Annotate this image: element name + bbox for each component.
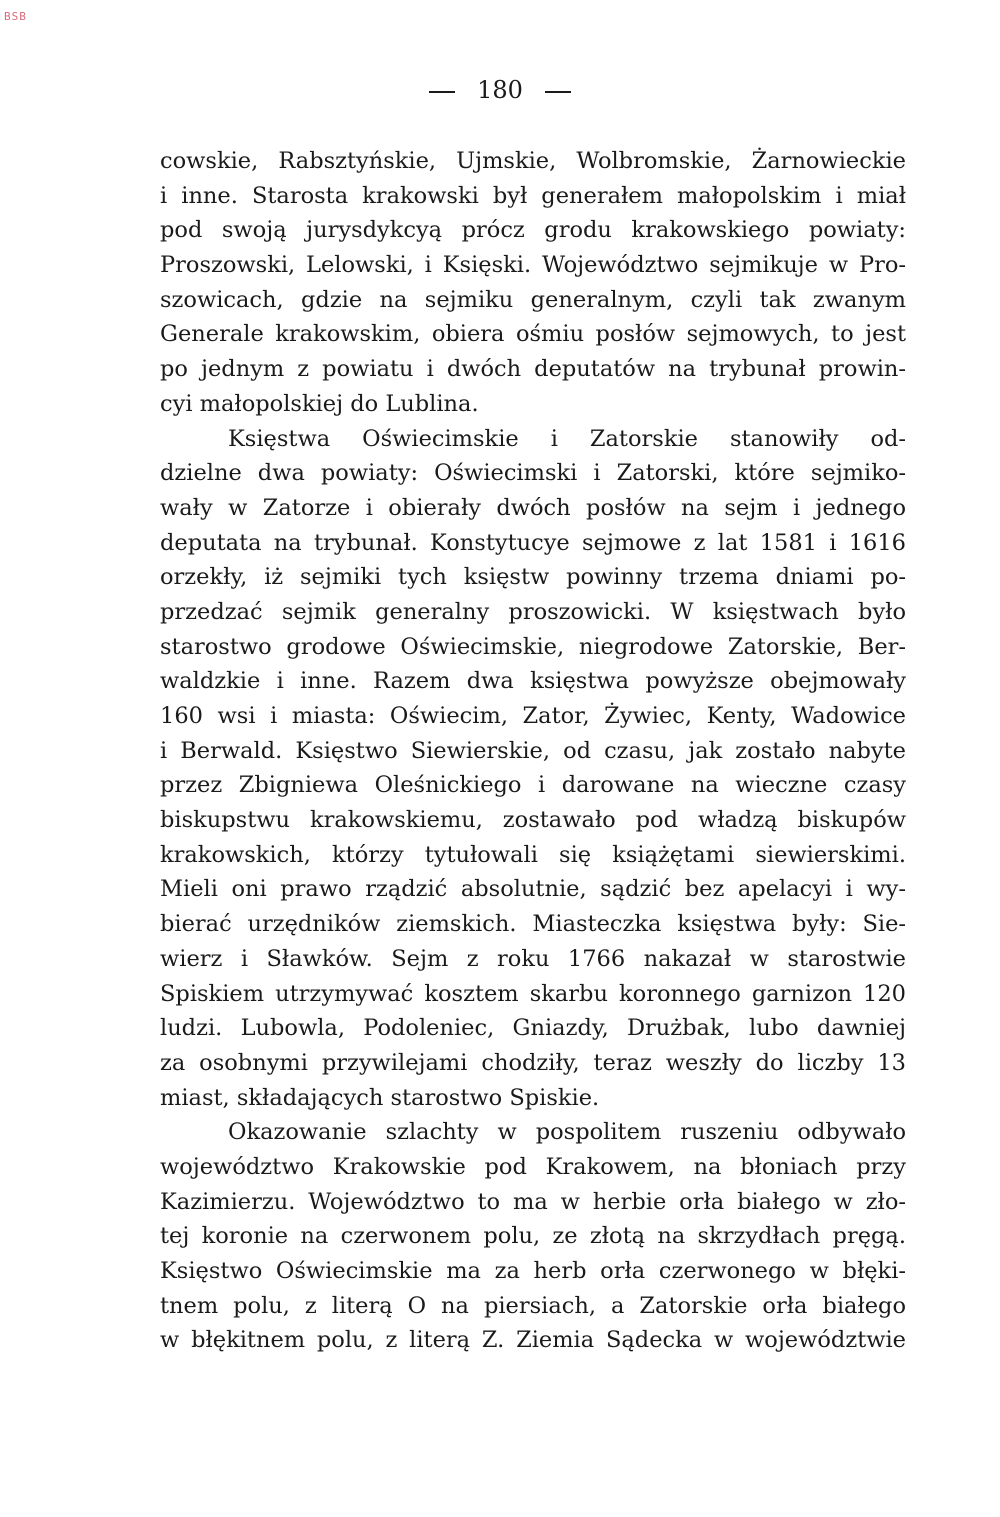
text-line: tej koronie na czerwonem polu, ze złotą na skrzydłach pręgą. bbox=[160, 1223, 906, 1250]
text-line: wały w Zatorze i obierały dwóch posłów na sejm i jednego bbox=[160, 494, 906, 521]
body-text bbox=[160, 144, 906, 1358]
text-line: ludzi. Lubowla, Podoleniec, Gniazdy, Drużbak, lubo dawniej bbox=[160, 1015, 906, 1042]
text-line: dzielne dwa powiaty: Oświecimski i Zatorski, które sejmiko- bbox=[160, 460, 906, 487]
text-line: cowskie, Rabsztyńskie, Ujmskie, Wolbromskie, Żarnowieckie bbox=[160, 148, 906, 174]
text-line: przez Zbigniewa Oleśnickiego i darowane na wieczne czasy bbox=[160, 772, 906, 799]
text-line: bierać urzędników ziemskich. Miasteczka księstwa były: Sie- bbox=[160, 911, 906, 938]
text-line: orzekły, iż sejmiki tych księstw powinny trzema dniami po- bbox=[160, 564, 906, 591]
text-line: 160 wsi i miasta: Oświecim, Zator, Żywiec, Kenty, Wadowice bbox=[160, 703, 906, 729]
text-line: biskupstwu krakowskiemu, zostawało pod władzą biskupów bbox=[160, 807, 906, 834]
text-line: Proszowski, Lelowski, i Księski. Województwo sejmikuje w Pro- bbox=[160, 252, 906, 279]
library-watermark: BSB bbox=[4, 10, 27, 23]
text-line: Mieli oni prawo rządzić absolutnie, sądzić bez apelacyi i wy- bbox=[160, 876, 906, 903]
text-line: krakowskich, którzy tytułowali się książętami siewierskimi. bbox=[160, 841, 906, 868]
text-line: województwo Krakowskie pod Krakowem, na błoniach przy bbox=[160, 1153, 906, 1180]
text-line: w błękitnem polu, z literą Z. Ziemia Sądecka w województwie bbox=[160, 1327, 906, 1354]
header-dash-right bbox=[545, 91, 571, 93]
text-line: Kazimierzu. Województwo to ma w herbie orła białego w zło- bbox=[160, 1188, 906, 1215]
text-line: Okazowanie szlachty w pospolitem ruszeniu odbywało bbox=[228, 1119, 906, 1146]
text-line: Księstwa Oświecimskie i Zatorskie stanowiły od- bbox=[228, 425, 906, 452]
text-line: przedzać sejmik generalny proszowicki. W księstwach było bbox=[160, 598, 906, 625]
text-line: tnem polu, z literą O na piersiach, a Zatorskie orła białego bbox=[160, 1292, 906, 1319]
text-line: i inne. Starosta krakowski był generałem małopolskim i miał bbox=[160, 182, 906, 209]
page-header bbox=[0, 76, 1000, 104]
text-line: Księstwo Oświecimskie ma za herb orła czerwonego w błęki- bbox=[160, 1258, 906, 1284]
page-number: 180 bbox=[477, 76, 523, 104]
text-line: deputata na trybunał. Konstytucye sejmowe z lat 1581 i 1616 bbox=[160, 529, 906, 556]
text-line: za osobnymi przywilejami chodziły, teraz weszły do liczby 13 bbox=[160, 1049, 906, 1076]
text-line: miast, składających starostwo Spiskie. bbox=[160, 1084, 600, 1111]
text-line: waldzkie i inne. Razem dwa księstwa powyższe obejmowały bbox=[160, 668, 906, 695]
text-line: po jednym z powiatu i dwóch deputatów na trybunał prowin- bbox=[160, 356, 906, 383]
text-line: Spiskiem utrzymywać kosztem skarbu koronnego garnizon 120 bbox=[160, 980, 906, 1007]
header-dash-left bbox=[429, 91, 455, 93]
text-line: Generale krakowskim, obiera ośmiu posłów sejmowych, to jest bbox=[160, 321, 906, 348]
text-line: szowicach, gdzie na sejmiku generalnym, czyli tak zwanym bbox=[160, 286, 906, 313]
text-line: pod swoją jurysdykcyą prócz grodu krakowskiego powiaty: bbox=[160, 217, 906, 244]
text-line: i Berwald. Księstwo Siewierskie, od czasu, jak zostało nabyte bbox=[160, 737, 906, 764]
text-line: cyi małopolskiej do Lublina. bbox=[160, 390, 479, 417]
text-line: wierz i Sławków. Sejm z roku 1766 nakazał w starostwie bbox=[160, 945, 906, 972]
text-line: starostwo grodowe Oświecimskie, niegrodowe Zatorskie, Ber- bbox=[160, 633, 906, 660]
